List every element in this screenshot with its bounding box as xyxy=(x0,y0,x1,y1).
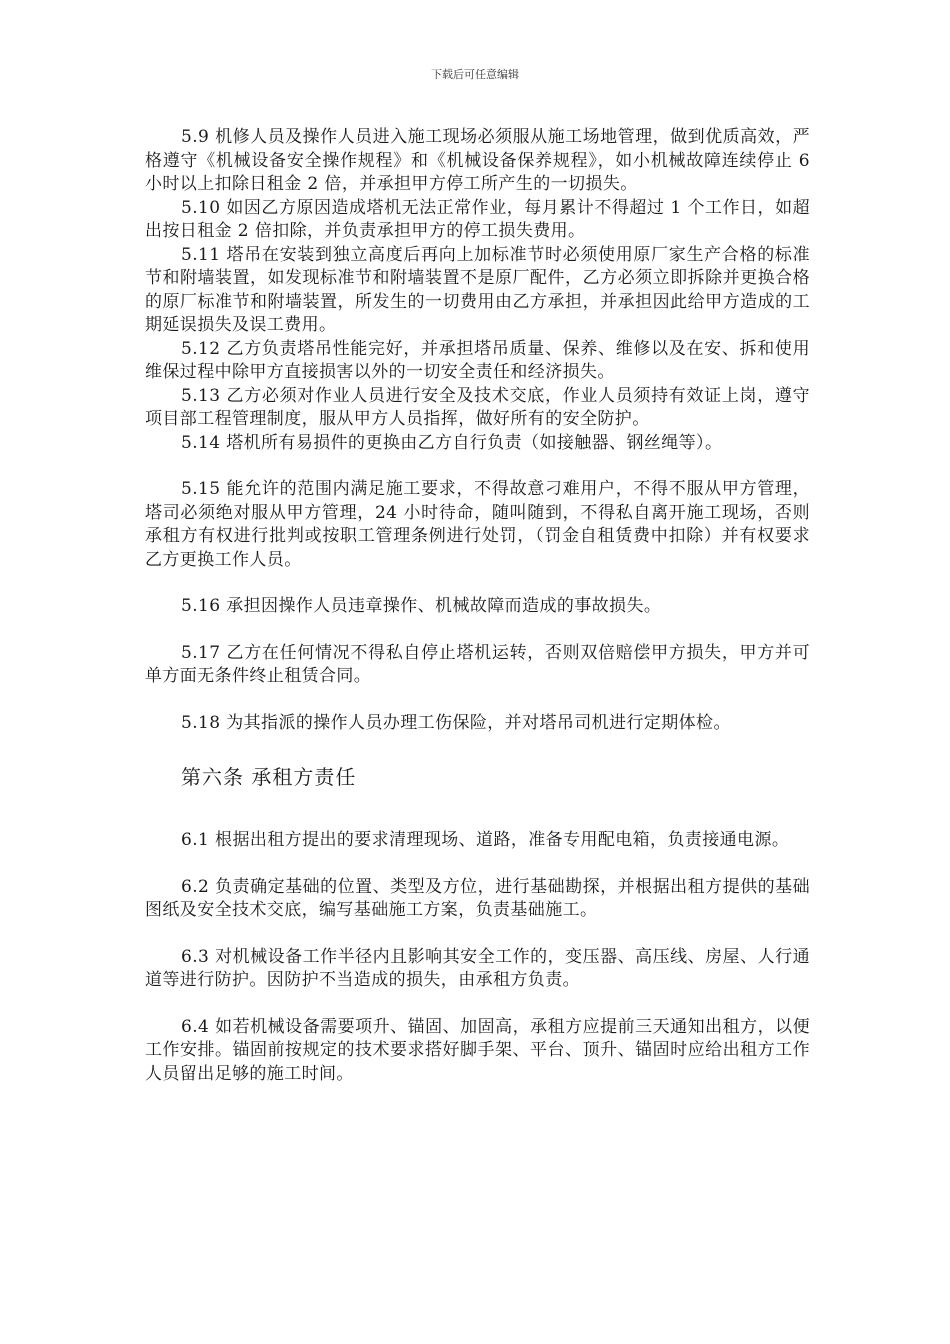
section-6-title: 第六条 承租方责任 xyxy=(181,765,357,789)
clause-5-17: 5.17 乙方在任何情况不得私自停止塔机运转，否则双倍赔偿甲方损失，甲方并可单方面无条件终止租赁合同。 xyxy=(145,642,810,686)
clause-6-3: 6.3 对机械设备工作半径内且影响其安全工作的，变压器、高压线、房屋、人行通道等进行防护。因防护不当造成的损失，由承租方负责。 xyxy=(145,946,810,990)
clause-6-4: 6.4 如若机械设备需要项升、锚固、加固高，承租方应提前三天通知出租方，以便工作安排。锚固前按规定的技术要求搭好脚手架、平台、顶升、锚固时应给出租方工作人员留出足够的施工时间。 xyxy=(145,1016,810,1084)
clause-5-13: 5.13 乙方必须对作业人员进行安全及技术交底，作业人员须持有效证上岗，遵守项目部工程管理制度，服从甲方人员指挥，做好所有的安全防护。 xyxy=(145,385,810,429)
clause-5-15: 5.15 能允许的范围内满足施工要求，不得故意刁难用户，不得不服从甲方管理，塔司必须绝对服从甲方管理，24 小时待命，随叫随到，不得私自离开施工现场，否则承租方有权进行批判或按职工管理条例进行处罚，（罚金自租赁费中扣除）并有权要求乙方更换工作人员。 xyxy=(145,479,810,570)
clause-5-11: 5.11 塔吊在安装到独立高度后再向上加标准节时必须使用原厂家生产合格的标准节和附墙装置，如发现标准节和附墙装置不是原厂配件，乙方必须立即拆除并更换合格的原厂标准节和附墙装置，所发生的一切费用由乙方承担，并承担因此给甲方造成的工期延误损失及误工费用。 xyxy=(145,244,810,335)
clause-5-10: 5.10 如因乙方原因造成塔机无法正常作业，每月累计不得超过 1 个工作日，如超出按日租金 2 倍扣除，并负责承担甲方的停工损失费用。 xyxy=(145,197,810,241)
clause-6-2: 6.2 负责确定基础的位置、类型及方位，进行基础勘探，并根据出租方提供的基础图纸及安全技术交底，编写基础施工方案，负责基础施工。 xyxy=(145,876,810,920)
clause-5-18: 5.18 为其指派的操作人员办理工伤保险，并对塔吊司机进行定期体检。 xyxy=(181,712,731,733)
page-header: 下载后可任意编辑 xyxy=(431,68,519,81)
clause-5-14: 5.14 塔机所有易损件的更换由乙方自行负责（如接触器、钢丝绳等）。 xyxy=(181,432,723,453)
document-body xyxy=(145,126,810,1086)
clause-5-16: 5.16 承担因操作人员违章操作、机械故障而造成的事故损失。 xyxy=(181,596,662,616)
clause-5-12: 5.12 乙方负责塔吊性能完好，并承担塔吊质量、保养、维修以及在安、拆和使用维保过程中除甲方直接损害以外的一切安全责任和经济损失。 xyxy=(145,338,810,382)
clause-6-1: 6.1 根据出租方提出的要求清理现场、道路，准备专用配电箱，负责接通电源。 xyxy=(181,830,790,850)
clause-5-9: 5.9 机修人员及操作人员进入施工现场必须服从施工场地管理，做到优质高效，严格遵守《机械设备安全操作规程》和《机械设备保养规程》，如小机械故障连续停止 6 小时以上扣除日租金 2 倍，并承担甲方停工所产生的一切损失。 xyxy=(145,127,810,194)
